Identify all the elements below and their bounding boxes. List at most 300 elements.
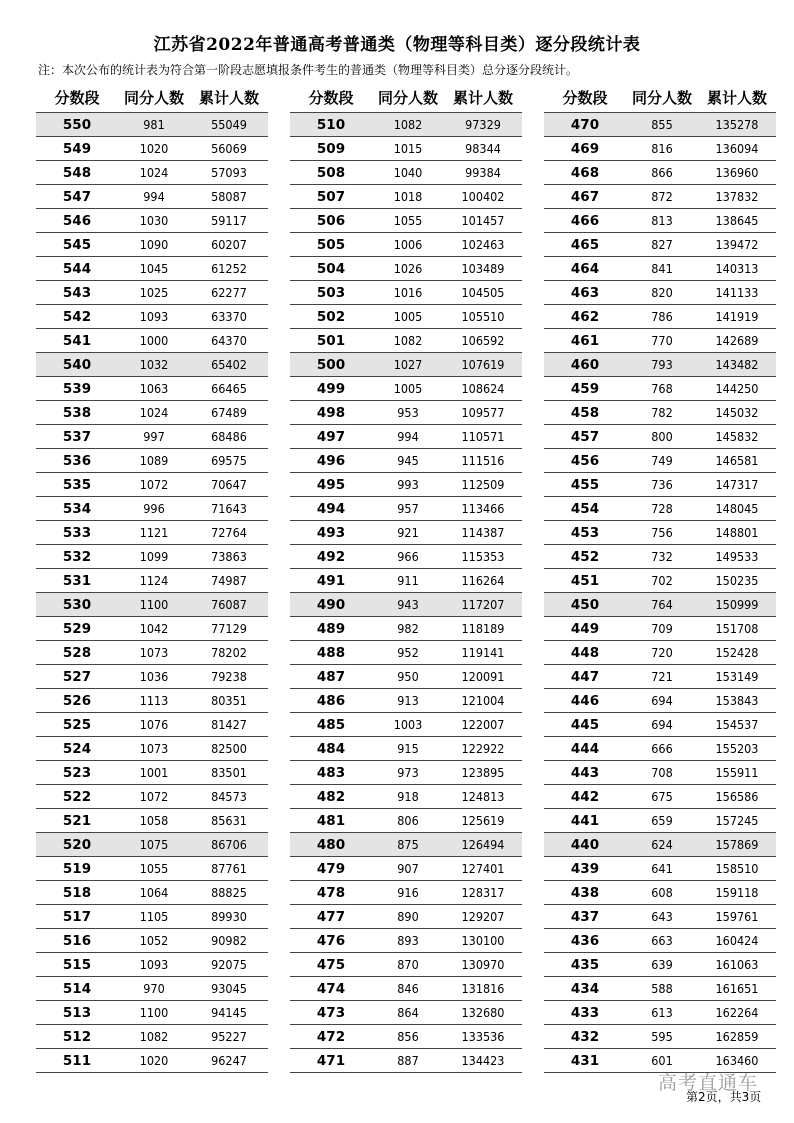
cumulative-cell: 69575 — [211, 453, 247, 468]
score-cell: 544 — [62, 260, 92, 277]
same-count-cell: 957 — [397, 501, 419, 516]
score-cell: 483 — [316, 764, 346, 781]
table-row — [544, 569, 776, 593]
score-cell: 538 — [62, 404, 92, 421]
same-count-cell: 890 — [397, 909, 419, 924]
score-cell: 548 — [62, 164, 92, 181]
cumulative-cell: 145832 — [715, 429, 759, 444]
same-count-cell: 624 — [651, 837, 673, 852]
table-row — [544, 953, 776, 977]
same-count-cell: 864 — [397, 1005, 419, 1020]
cumulative-cell: 90982 — [211, 933, 247, 948]
cumulative-cell: 71643 — [211, 501, 247, 516]
same-count-cell: 1072 — [139, 789, 169, 804]
table-row — [36, 905, 268, 929]
table-row — [290, 425, 522, 449]
cumulative-cell: 158510 — [715, 861, 759, 876]
same-count-cell: 806 — [397, 813, 419, 828]
same-count-cell: 601 — [651, 1053, 673, 1068]
table-row — [290, 641, 522, 665]
cumulative-cell: 102463 — [461, 237, 505, 252]
same-count-cell: 1055 — [139, 861, 169, 876]
table-row — [290, 785, 522, 809]
cumulative-cell: 73863 — [211, 549, 247, 564]
table-row — [290, 353, 522, 377]
cumulative-cell: 155911 — [715, 765, 759, 780]
score-cell: 444 — [570, 740, 600, 757]
cumulative-cell: 136094 — [715, 141, 759, 156]
score-cell: 475 — [316, 956, 346, 973]
same-count-cell: 1005 — [393, 309, 423, 324]
cumulative-cell: 157245 — [715, 813, 759, 828]
cumulative-cell: 163460 — [715, 1053, 759, 1068]
score-cell: 495 — [316, 476, 346, 493]
score-cell: 464 — [570, 260, 600, 277]
cumulative-cell: 78202 — [211, 645, 247, 660]
score-cell: 522 — [62, 788, 92, 805]
cumulative-cell: 96247 — [211, 1053, 247, 1068]
table-row — [290, 545, 522, 569]
cumulative-cell: 111516 — [461, 453, 505, 468]
table-row — [544, 161, 776, 185]
table-row — [544, 785, 776, 809]
table-row — [36, 137, 268, 161]
score-cell: 480 — [316, 836, 346, 853]
cumulative-cell: 82500 — [211, 741, 247, 756]
table-row — [544, 257, 776, 281]
cumulative-cell: 93045 — [211, 981, 247, 996]
cumulative-cell: 161651 — [715, 981, 759, 996]
score-cell: 534 — [62, 500, 92, 517]
cumulative-cell: 81427 — [211, 717, 247, 732]
score-cell: 532 — [62, 548, 92, 565]
table-header — [36, 84, 268, 110]
score-cell: 525 — [62, 716, 92, 733]
score-cell: 520 — [62, 836, 92, 853]
same-count-cell: 613 — [651, 1005, 673, 1020]
score-table-column-2 — [290, 84, 522, 1073]
cumulative-cell: 159761 — [715, 909, 759, 924]
cumulative-cell: 59117 — [211, 213, 247, 228]
same-count-cell: 588 — [651, 981, 673, 996]
table-row — [36, 689, 268, 713]
score-cell: 500 — [316, 356, 346, 373]
score-cell: 541 — [62, 332, 92, 349]
table-row — [290, 1025, 522, 1049]
score-cell: 509 — [316, 140, 346, 157]
table-row — [36, 569, 268, 593]
table-row — [544, 305, 776, 329]
score-cell: 450 — [570, 596, 600, 613]
table-row — [544, 233, 776, 257]
score-cell: 539 — [62, 380, 92, 397]
score-table-column-3 — [544, 84, 776, 1073]
cumulative-cell: 97329 — [465, 117, 501, 132]
same-count-cell: 608 — [651, 885, 673, 900]
same-count-cell: 1082 — [393, 333, 423, 348]
table-row — [36, 833, 268, 857]
cumulative-cell: 140313 — [715, 261, 759, 276]
cumulative-cell: 67489 — [211, 405, 247, 420]
same-count-cell: 800 — [651, 429, 673, 444]
score-cell: 485 — [316, 716, 346, 733]
score-cell: 478 — [316, 884, 346, 901]
same-count-cell: 1124 — [139, 573, 169, 588]
score-cell: 515 — [62, 956, 92, 973]
same-count-cell: 994 — [397, 429, 419, 444]
cumulative-cell: 115353 — [461, 549, 505, 564]
same-count-cell: 1045 — [139, 261, 169, 276]
same-count-cell: 782 — [651, 405, 673, 420]
table-row — [544, 401, 776, 425]
same-count-cell: 1055 — [393, 213, 423, 228]
same-count-cell: 1032 — [139, 357, 169, 372]
cumulative-cell: 110571 — [461, 429, 505, 444]
cumulative-cell: 98344 — [465, 141, 501, 156]
cumulative-cell: 152428 — [715, 645, 759, 660]
table-row — [290, 209, 522, 233]
table-row — [544, 449, 776, 473]
cumulative-cell: 114387 — [461, 525, 505, 540]
table-row — [544, 665, 776, 689]
cumulative-cell: 142689 — [715, 333, 759, 348]
score-cell: 486 — [316, 692, 346, 709]
table-row — [290, 257, 522, 281]
score-cell: 517 — [62, 908, 92, 925]
table-row — [290, 665, 522, 689]
same-count-cell: 875 — [397, 837, 419, 852]
table-row — [290, 521, 522, 545]
cumulative-cell: 92075 — [211, 957, 247, 972]
same-count-cell: 736 — [651, 477, 673, 492]
cumulative-cell: 65402 — [211, 357, 247, 372]
same-count-cell: 1020 — [139, 1053, 169, 1068]
cumulative-cell: 155203 — [715, 741, 759, 756]
score-cell: 463 — [570, 284, 600, 301]
cumulative-cell: 63370 — [211, 309, 247, 324]
table-row — [544, 689, 776, 713]
table-row — [290, 905, 522, 929]
same-count-cell: 641 — [651, 861, 673, 876]
score-cell: 440 — [570, 836, 600, 853]
table-row — [36, 1049, 268, 1073]
score-cell: 527 — [62, 668, 92, 685]
table-row — [544, 977, 776, 1001]
table-row — [290, 185, 522, 209]
cumulative-cell: 148801 — [715, 525, 759, 540]
cumulative-cell: 108624 — [461, 381, 505, 396]
table-row — [544, 473, 776, 497]
table-row — [544, 809, 776, 833]
table-row — [290, 569, 522, 593]
score-cell: 524 — [62, 740, 92, 757]
score-cell: 477 — [316, 908, 346, 925]
table-header — [544, 84, 776, 110]
same-count-cell: 1064 — [139, 885, 169, 900]
same-count-cell: 786 — [651, 309, 673, 324]
score-cell: 530 — [62, 596, 92, 613]
score-cell: 540 — [62, 356, 92, 373]
score-cell: 497 — [316, 428, 346, 445]
table-row — [36, 953, 268, 977]
table-row — [544, 1025, 776, 1049]
table-body — [544, 112, 776, 1073]
table-row — [290, 953, 522, 977]
same-count-cell: 1040 — [393, 165, 423, 180]
cumulative-cell: 132680 — [461, 1005, 505, 1020]
score-cell: 472 — [316, 1028, 346, 1045]
score-cell: 547 — [62, 188, 92, 205]
same-count-cell: 887 — [397, 1053, 419, 1068]
score-cell: 442 — [570, 788, 600, 805]
table-row — [544, 113, 776, 137]
cumulative-cell: 162859 — [715, 1029, 759, 1044]
same-count-cell: 1100 — [139, 1005, 169, 1020]
header-cumulative: 累计人数 — [452, 88, 513, 107]
table-body — [290, 112, 522, 1073]
cumulative-cell: 89930 — [211, 909, 247, 924]
cumulative-cell: 146581 — [715, 453, 759, 468]
same-count-cell: 1001 — [139, 765, 169, 780]
same-count-cell: 720 — [651, 645, 673, 660]
same-count-cell: 855 — [651, 117, 673, 132]
score-cell: 487 — [316, 668, 346, 685]
score-cell: 528 — [62, 644, 92, 661]
cumulative-cell: 100402 — [461, 189, 505, 204]
same-count-cell: 1030 — [139, 213, 169, 228]
same-count-cell: 827 — [651, 237, 673, 252]
cumulative-cell: 150235 — [715, 573, 759, 588]
score-cell: 465 — [570, 236, 600, 253]
same-count-cell: 1093 — [139, 309, 169, 324]
score-cell: 439 — [570, 860, 600, 877]
same-count-cell: 916 — [397, 885, 419, 900]
same-count-cell: 973 — [397, 765, 419, 780]
table-row — [36, 929, 268, 953]
table-row — [290, 497, 522, 521]
same-count-cell: 953 — [397, 405, 419, 420]
cumulative-cell: 144250 — [715, 381, 759, 396]
table-row — [290, 689, 522, 713]
score-cell: 449 — [570, 620, 600, 637]
table-row — [36, 377, 268, 401]
table-row — [544, 593, 776, 617]
same-count-cell: 694 — [651, 717, 673, 732]
table-note: 注：本次公布的统计表为符合第一阶段志愿填报条件考生的普通类（物理等科目类）总分逐分段统计。 — [38, 63, 579, 77]
cumulative-cell: 95227 — [211, 1029, 247, 1044]
cumulative-cell: 61252 — [211, 261, 247, 276]
table-row — [290, 833, 522, 857]
score-cell: 461 — [570, 332, 600, 349]
table-row — [36, 713, 268, 737]
cumulative-cell: 77129 — [211, 621, 247, 636]
cumulative-cell: 123895 — [461, 765, 505, 780]
score-cell: 484 — [316, 740, 346, 757]
score-cell: 436 — [570, 932, 600, 949]
same-count-cell: 1073 — [139, 741, 169, 756]
same-count-cell: 1024 — [139, 405, 169, 420]
score-cell: 511 — [62, 1052, 92, 1069]
table-row — [36, 161, 268, 185]
table-row — [36, 665, 268, 689]
score-cell: 456 — [570, 452, 600, 469]
cumulative-cell: 104505 — [461, 285, 505, 300]
cumulative-cell: 138645 — [715, 213, 759, 228]
score-cell: 446 — [570, 692, 600, 709]
table-row — [544, 857, 776, 881]
cumulative-cell: 55049 — [211, 117, 247, 132]
score-cell: 466 — [570, 212, 600, 229]
same-count-cell: 982 — [397, 621, 419, 636]
table-row — [544, 833, 776, 857]
same-count-cell: 1072 — [139, 477, 169, 492]
same-count-cell: 702 — [651, 573, 673, 588]
cumulative-cell: 103489 — [461, 261, 505, 276]
same-count-cell: 770 — [651, 333, 673, 348]
table-row — [36, 353, 268, 377]
table-row — [544, 377, 776, 401]
table-row — [36, 305, 268, 329]
table-row — [290, 809, 522, 833]
score-cell: 443 — [570, 764, 600, 781]
table-row — [290, 593, 522, 617]
cumulative-cell: 143482 — [715, 357, 759, 372]
table-row — [544, 761, 776, 785]
same-count-cell: 996 — [143, 501, 165, 516]
table-row — [290, 329, 522, 353]
same-count-cell: 1076 — [139, 717, 169, 732]
score-cell: 467 — [570, 188, 600, 205]
header-same-count: 同分人数 — [123, 88, 184, 107]
same-count-cell: 639 — [651, 957, 673, 972]
same-count-cell: 950 — [397, 669, 419, 684]
same-count-cell: 1026 — [393, 261, 423, 276]
table-row — [544, 881, 776, 905]
score-cell: 474 — [316, 980, 346, 997]
cumulative-cell: 150999 — [715, 597, 759, 612]
score-cell: 531 — [62, 572, 92, 589]
table-row — [544, 713, 776, 737]
table-row — [36, 257, 268, 281]
table-row — [290, 449, 522, 473]
cumulative-cell: 135278 — [715, 117, 759, 132]
score-cell: 457 — [570, 428, 600, 445]
score-cell: 454 — [570, 500, 600, 517]
same-count-cell: 981 — [143, 117, 165, 132]
score-cell: 502 — [316, 308, 346, 325]
same-count-cell: 872 — [651, 189, 673, 204]
score-cell: 535 — [62, 476, 92, 493]
same-count-cell: 918 — [397, 789, 419, 804]
cumulative-cell: 99384 — [465, 165, 501, 180]
score-cell: 433 — [570, 1004, 600, 1021]
same-count-cell: 1020 — [139, 141, 169, 156]
cumulative-cell: 80351 — [211, 693, 247, 708]
score-cell: 473 — [316, 1004, 346, 1021]
same-count-cell: 816 — [651, 141, 673, 156]
score-cell: 496 — [316, 452, 346, 469]
same-count-cell: 1090 — [139, 237, 169, 252]
cumulative-cell: 145032 — [715, 405, 759, 420]
same-count-cell: 846 — [397, 981, 419, 996]
cumulative-cell: 121004 — [461, 693, 505, 708]
table-row — [544, 521, 776, 545]
score-cell: 435 — [570, 956, 600, 973]
same-count-cell: 756 — [651, 525, 673, 540]
table-row — [544, 209, 776, 233]
score-cell: 471 — [316, 1052, 346, 1069]
table-row — [36, 401, 268, 425]
score-cell: 503 — [316, 284, 346, 301]
same-count-cell: 708 — [651, 765, 673, 780]
same-count-cell: 1006 — [393, 237, 423, 252]
page-title: 江苏省2022年普通高考普通类（物理等科目类）逐分段统计表 — [153, 35, 641, 55]
same-count-cell: 1042 — [139, 621, 169, 636]
same-count-cell: 768 — [651, 381, 673, 396]
cumulative-cell: 162264 — [715, 1005, 759, 1020]
same-count-cell: 915 — [397, 741, 419, 756]
same-count-cell: 659 — [651, 813, 673, 828]
table-row — [36, 329, 268, 353]
same-count-cell: 1075 — [139, 837, 169, 852]
table-row — [290, 881, 522, 905]
table-row — [36, 641, 268, 665]
cumulative-cell: 85631 — [211, 813, 247, 828]
score-cell: 533 — [62, 524, 92, 541]
same-count-cell: 1052 — [139, 933, 169, 948]
score-cell: 448 — [570, 644, 600, 661]
cumulative-cell: 60207 — [211, 237, 247, 252]
header-cumulative: 累计人数 — [706, 88, 767, 107]
cumulative-cell: 157869 — [715, 837, 759, 852]
same-count-cell: 1121 — [139, 525, 169, 540]
table-row — [544, 185, 776, 209]
table-row — [36, 473, 268, 497]
score-cell: 451 — [570, 572, 600, 589]
score-cell: 501 — [316, 332, 346, 349]
score-cell: 546 — [62, 212, 92, 229]
same-count-cell: 893 — [397, 933, 419, 948]
table-row — [36, 233, 268, 257]
cumulative-cell: 131816 — [461, 981, 505, 996]
table-row — [36, 497, 268, 521]
table-row — [36, 785, 268, 809]
cumulative-cell: 148045 — [715, 501, 759, 516]
same-count-cell: 1024 — [139, 165, 169, 180]
score-cell: 508 — [316, 164, 346, 181]
score-cell: 476 — [316, 932, 346, 949]
table-row — [544, 353, 776, 377]
same-count-cell: 1105 — [139, 909, 169, 924]
table-row — [36, 281, 268, 305]
same-count-cell: 1003 — [393, 717, 423, 732]
table-row — [290, 617, 522, 641]
table-row — [36, 449, 268, 473]
score-cell: 514 — [62, 980, 92, 997]
cumulative-cell: 161063 — [715, 957, 759, 972]
cumulative-cell: 129207 — [461, 909, 505, 924]
score-cell: 432 — [570, 1028, 600, 1045]
same-count-cell: 1113 — [139, 693, 169, 708]
cumulative-cell: 134423 — [461, 1053, 505, 1068]
cumulative-cell: 58087 — [211, 189, 247, 204]
score-cell: 434 — [570, 980, 600, 997]
table-row — [544, 617, 776, 641]
cumulative-cell: 130970 — [461, 957, 505, 972]
score-cell: 482 — [316, 788, 346, 805]
score-cell: 505 — [316, 236, 346, 253]
cumulative-cell: 149533 — [715, 549, 759, 564]
